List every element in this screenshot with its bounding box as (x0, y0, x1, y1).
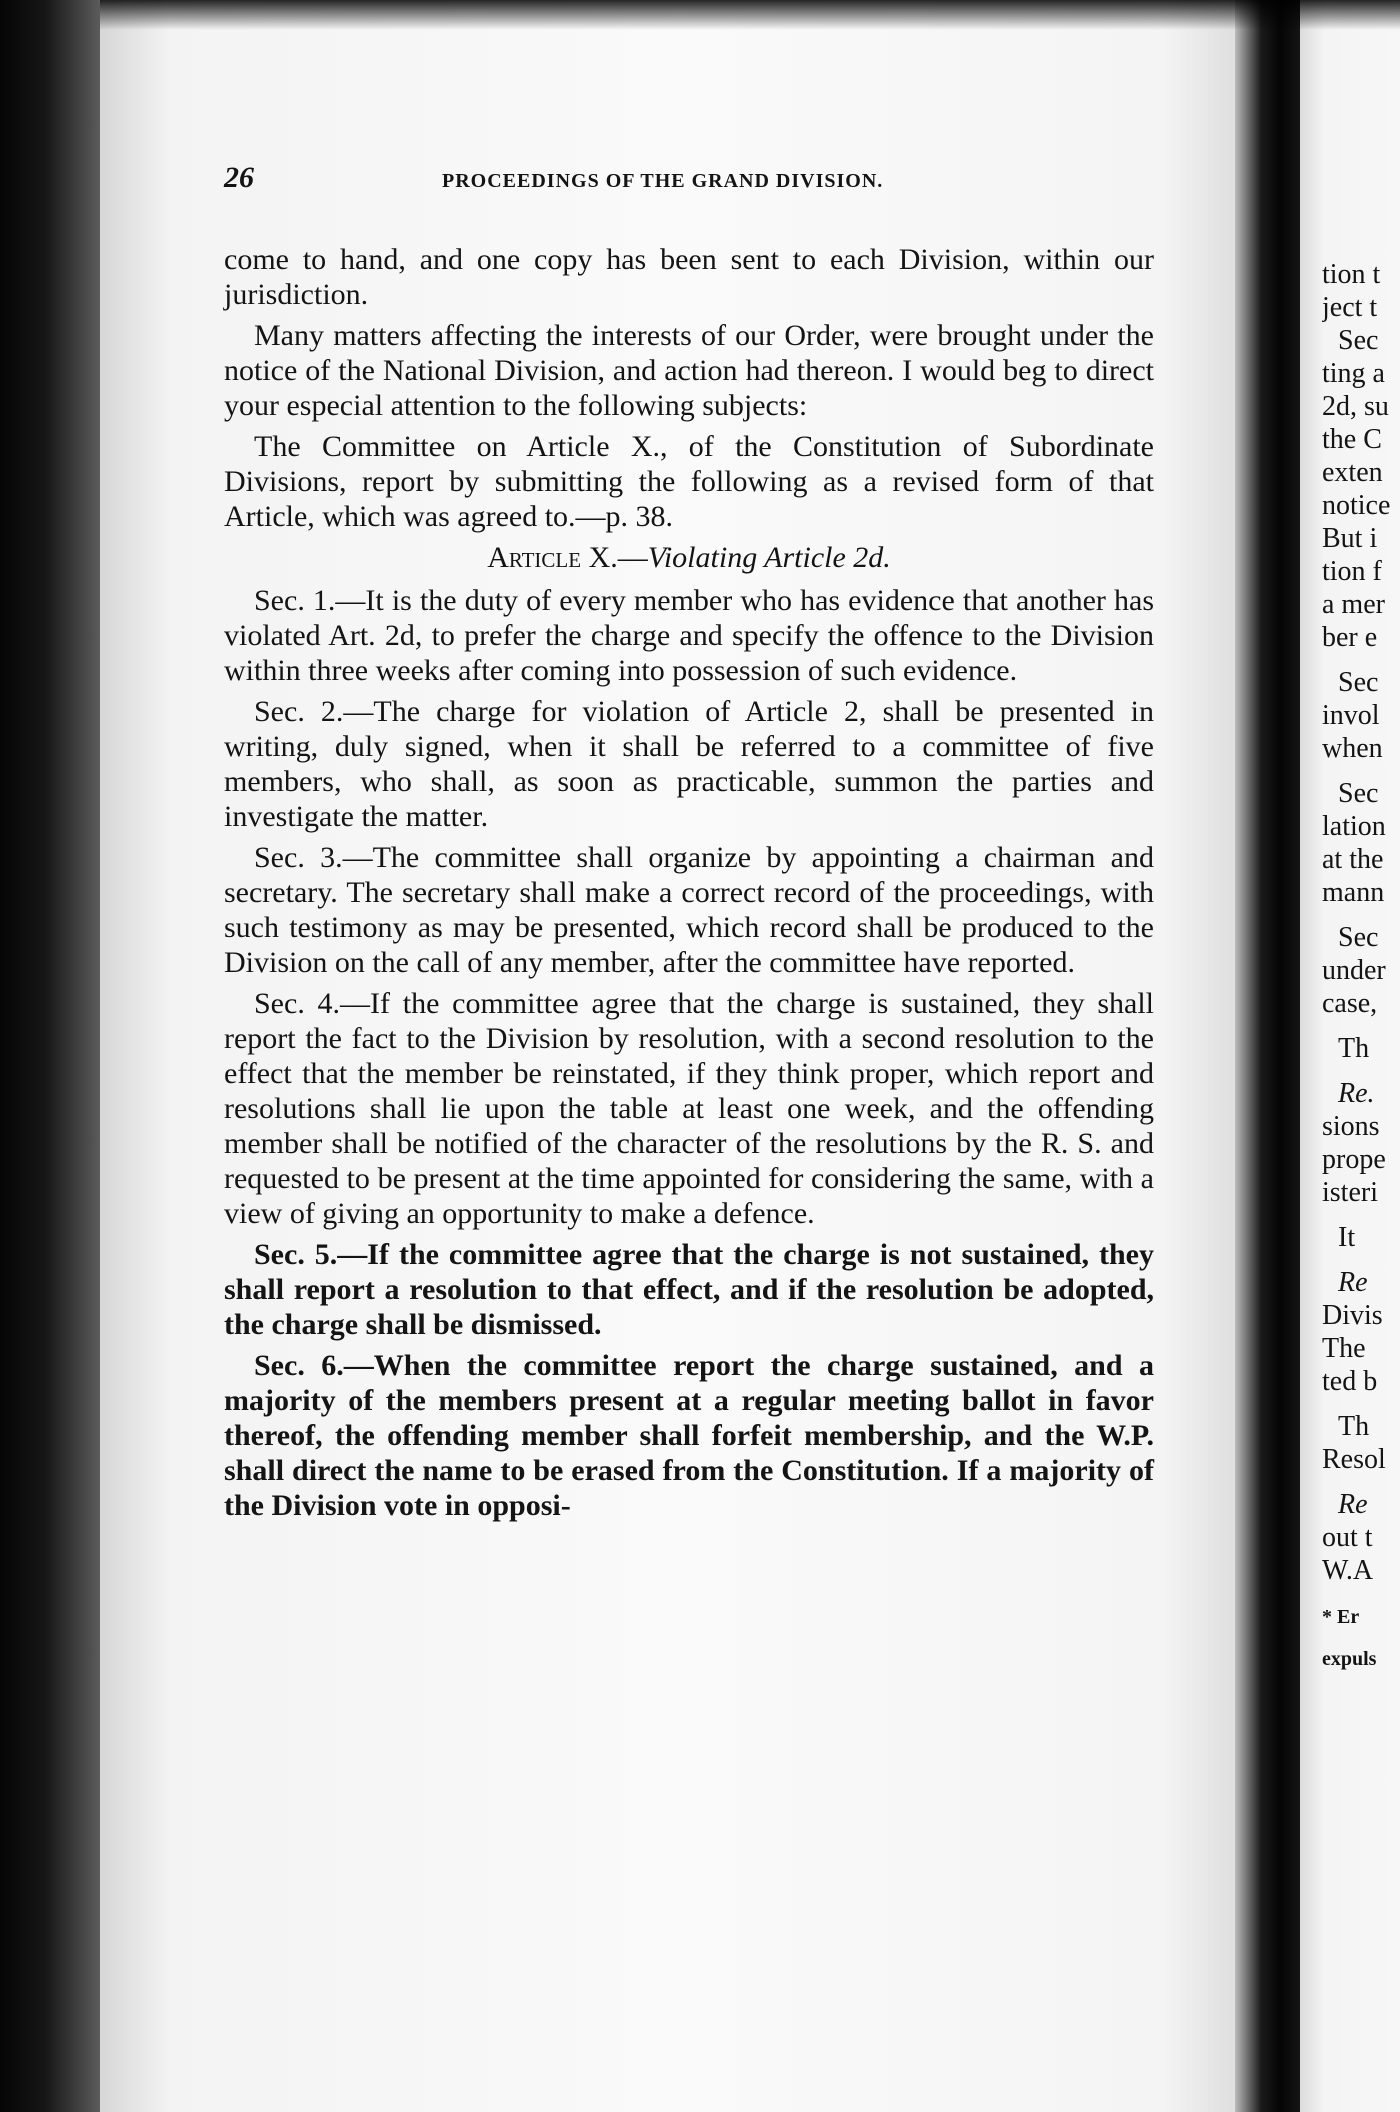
facing-fragment: Sec (1338, 778, 1379, 809)
facing-fragment: Re (1338, 1489, 1368, 1520)
facing-fragment: Re. (1338, 1078, 1375, 1109)
intro-paragraph: The Committee on Article X., of the Constitution of Subordinate Divisions, report by submitting the following as a revised form of that Article, which was agreed to.—p. 38. (224, 430, 1154, 533)
facing-fragment: when (1322, 733, 1383, 764)
facing-fragment: But i (1322, 523, 1378, 554)
book-gutter (1235, 0, 1310, 2112)
facing-fragment: a mer (1322, 589, 1385, 620)
facing-fragment: ject t (1322, 292, 1378, 323)
facing-fragment: tion t (1322, 259, 1381, 290)
facing-fragment: exten (1322, 457, 1383, 488)
facing-fragment: notice (1322, 490, 1391, 521)
facing-fragment: isteri (1322, 1177, 1378, 1208)
facing-fragment: The (1322, 1333, 1366, 1364)
section-2: Sec. 2.—The charge for violation of Article 2, shall be presented in writing, duly signed, when it shall be referred to a committee of five members, who shall, as soon as practicable, summon the parties and investigate the matter. (224, 695, 1154, 833)
facing-fragment: case, (1322, 988, 1378, 1019)
section-3: Sec. 3.—The committee shall organize by appointing a chairman and secretary. The secretary shall make a correct record of the proceedings, with such testimony as may be presented, which record shall be produced to the Division on the call of any member, after the committee have reported. (224, 841, 1154, 979)
article-heading-label: Article X.— (487, 541, 648, 574)
page-number: 26 (224, 161, 254, 194)
facing-fragment: Divis (1322, 1300, 1383, 1331)
facing-fragment: the C (1322, 424, 1382, 455)
facing-fragment: ting a (1322, 358, 1385, 389)
facing-fragment: Th (1338, 1411, 1370, 1442)
facing-fragment: mann (1322, 877, 1385, 908)
facing-fragment: It (1338, 1222, 1356, 1253)
facing-fragment: tion f (1322, 556, 1382, 587)
facing-fragment: sions (1322, 1111, 1380, 1142)
facing-footnote-fragment: expuls (1322, 1648, 1377, 1670)
article-heading (224, 540, 1154, 575)
running-head-title: PROCEEDINGS OF THE GRAND DIVISION. (442, 170, 884, 192)
facing-fragment: 2d, su (1322, 391, 1389, 422)
facing-fragment: Th (1338, 1033, 1370, 1064)
facing-fragment: lation (1322, 811, 1386, 842)
facing-fragment: under (1322, 955, 1386, 986)
facing-footnote-fragment: * Er (1322, 1606, 1360, 1628)
facing-fragment: Sec (1338, 325, 1379, 356)
running-head (224, 160, 1154, 200)
section-1: Sec. 1.—It is the duty of every member who has evidence that another has violated Art. 2d, to prefer the charge and specify the offence to the Division within three weeks after coming into possession of such evidence. (224, 584, 1154, 687)
facing-fragment: invol (1322, 700, 1380, 731)
article-heading-subtitle: Violating Article 2d. (647, 541, 891, 574)
section-6: Sec. 6.—When the committee report the charge sustained, and a majority of the members present at a regular meeting ballot in favor thereof, the offending member shall forfeit membership, and the W.P. shall direct the name to be erased from the Constitution. If a majority of the Division vote in opposi- (224, 1349, 1154, 1522)
facing-fragment: at the (1322, 844, 1384, 875)
scan-top-shadow (100, 0, 1400, 30)
section-5: Sec. 5.—If the committee agree that the charge is not sustained, they shall report a resolution to that effect, and if the resolution be adopted, the charge shall be dismissed. (224, 1238, 1154, 1341)
facing-fragment: Sec (1338, 667, 1379, 698)
facing-fragment: Re (1338, 1267, 1368, 1298)
intro-paragraph: come to hand, and one copy has been sent to each Division, within our jurisdiction. (224, 243, 1154, 311)
facing-fragment: Resol (1322, 1444, 1386, 1475)
left-page-text-column (224, 160, 1154, 1529)
facing-fragment: W.A (1322, 1555, 1374, 1586)
facing-fragment: Sec (1338, 922, 1379, 953)
facing-fragment: ted b (1322, 1366, 1378, 1397)
facing-fragment: out t (1322, 1522, 1373, 1553)
intro-paragraph: Many matters affecting the interests of our Order, were brought under the notice of the National Division, and action had thereon. I would beg to direct your especial attention to the following subjects: (224, 319, 1154, 422)
facing-page-text-fragments (1322, 258, 1400, 1671)
section-4: Sec. 4.—If the committee agree that the charge is sustained, they shall report the fact to the Division by resolution, with a second resolution to the effect that the member be reinstated, if they think proper, which report and resolutions shall lie upon the table at least one week, and the offending member shall be notified of the character of the resolutions by the R. S. and requested to be present at the time appointed for considering the same, with a view of giving an opportunity to make a defence. (224, 987, 1154, 1230)
facing-fragment: ber e (1322, 622, 1378, 653)
facing-fragment: prope (1322, 1144, 1386, 1175)
